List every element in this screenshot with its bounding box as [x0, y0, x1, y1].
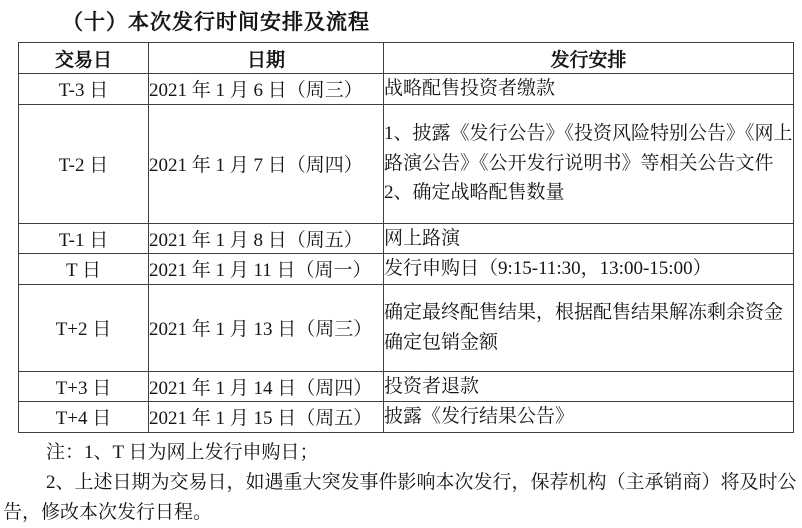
date-cell: 2021 年 1 月 6 日（周三） [149, 74, 384, 105]
table-row [19, 402, 794, 433]
table-row [19, 223, 794, 254]
date-cell: 2021 年 1 月 14 日（周四） [149, 371, 384, 402]
col-header-date: 日期 [149, 43, 384, 74]
date-cell: 2021 年 1 月 7 日（周四） [149, 104, 384, 223]
note-line-2: 2、上述日期为交易日，如遇重大突发事件影响本次发行，保荐机构（主承销商）将及时公告，修改本次发行日程。 [3, 471, 797, 523]
date-cell: 2021 年 1 月 15 日（周五） [149, 402, 384, 433]
table-row [19, 284, 794, 371]
col-header-arrangement: 发行安排 [384, 43, 794, 74]
date-cell: 2021 年 1 月 8 日（周五） [149, 223, 384, 254]
notes-block [0, 438, 802, 528]
col-header-trading-day: 交易日 [19, 43, 149, 74]
date-cell: 2021 年 1 月 11 日（周一） [149, 254, 384, 285]
trading-day-cell: T-2 日 [19, 104, 149, 223]
arrangement-cell [384, 402, 794, 433]
arrangement-cell [384, 371, 794, 402]
table-row [19, 104, 794, 223]
table-body [19, 74, 794, 433]
table-row [19, 74, 794, 105]
arrangement-line: 确定最终配售结果，根据配售结果解冻剩余资金 [384, 302, 784, 323]
arrangement-cell [384, 254, 794, 285]
arrangement-line: 披露《发行结果公告》 [384, 406, 575, 427]
arrangement-cell [384, 284, 794, 371]
arrangement-line: 发行申购日（9:15-11:30，13:00-15:00） [384, 258, 712, 279]
arrangement-line: 确定包销金额 [384, 331, 499, 353]
note-line-1: 注：1、T 日为网上发行申购日； [46, 441, 319, 463]
table-row [19, 254, 794, 285]
trading-day-cell: T-1 日 [19, 223, 149, 254]
arrangement-cell [384, 223, 794, 254]
arrangement-line: 投资者退款 [384, 375, 480, 397]
trading-day-cell: T+3 日 [19, 371, 149, 402]
arrangement-line: 1、披露《发行公告》《投资风险特别公告》《网上路演公告》《公开发行说明书》等相关公告文件 [384, 123, 793, 174]
trading-day-cell: T 日 [19, 254, 149, 285]
arrangement-line: 网上路演 [384, 227, 461, 249]
table-row [19, 371, 794, 402]
arrangement-line: 2、确定战略配售数量 [384, 182, 565, 204]
trading-day-cell: T-3 日 [19, 74, 149, 105]
trading-day-cell: T+2 日 [19, 284, 149, 371]
arrangement-line: 战略配售投资者缴款 [384, 78, 556, 99]
date-cell: 2021 年 1 月 13 日（周三） [149, 284, 384, 371]
issuance-schedule-table [18, 42, 794, 433]
table-header-row [19, 43, 794, 74]
arrangement-cell [384, 104, 794, 223]
section-title: （十）本次发行时间安排及流程 [62, 10, 370, 34]
trading-day-cell: T+4 日 [19, 402, 149, 433]
arrangement-cell [384, 74, 794, 105]
